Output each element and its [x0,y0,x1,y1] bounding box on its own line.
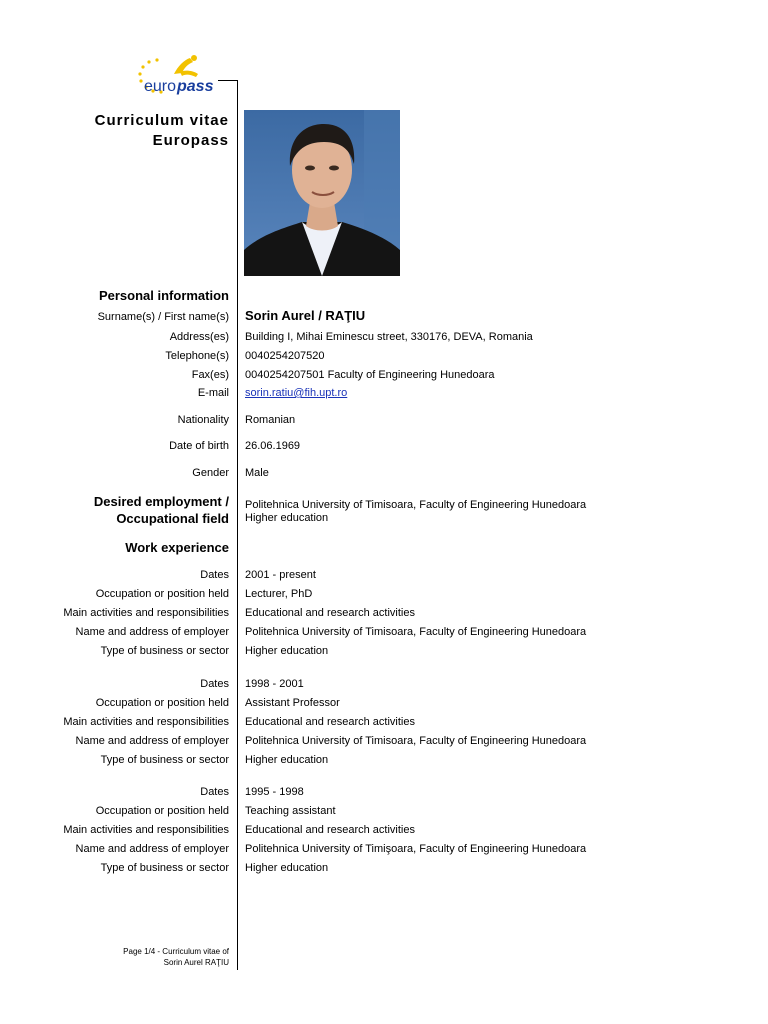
title-line-2: Europass [152,132,229,149]
telephone-value: 0040254207520 [245,350,325,362]
work-occupation-label: Occupation or position held [95,697,229,709]
work-dates-value: 2001 - present [245,569,316,581]
fax-value: 0040254207501 Faculty of Engineering Hunedoara [245,369,495,381]
section-desired-employment [94,493,229,527]
work-dates-label: Dates [200,569,229,581]
gender-label: Gender [192,467,229,479]
address-value: Building I, Mihai Eminescu street, 330176, DEVA, Romania [245,331,533,343]
work-business-value: Higher education [245,645,329,657]
work-occupation-value: Lecturer, PhD [245,588,313,600]
work-employer-label: Name and address of employer [75,626,229,638]
column-divider [237,80,238,970]
work-business-value: Higher education [245,862,329,874]
logo-text-euro: euro [144,78,177,95]
nationality-label: Nationality [177,414,229,426]
work-employer-value: Politehnica University of Timisoara, Faculty of Engineering Hunedoara [245,626,587,638]
header-rule [218,80,238,81]
surname-label: Surname(s) / First name(s) [97,311,229,323]
logo-text-pass: pass [177,78,214,95]
portrait-photo [244,110,400,276]
work-dates-label: Dates [200,786,229,798]
work-employer-label: Name and address of employer [75,735,229,747]
dob-value: 26.06.1969 [245,440,301,452]
fax-label: Fax(es) [191,369,229,381]
work-occupation-label: Occupation or position held [95,588,229,600]
desired-title-line-1: Desired employment / [93,494,229,509]
section-work-experience: Work experience [125,540,229,555]
work-business-value: Higher education [245,754,329,766]
europass-logo [132,52,232,96]
desired-title-line-2: Occupational field [116,511,229,526]
work-activities-label: Main activities and responsibilities [63,824,229,836]
address-label: Address(es) [169,331,229,343]
footer-line-2: Sorin Aurel RAŢIU [163,958,229,967]
work-activities-label: Main activities and responsibilities [63,607,229,619]
gender-value: Male [245,467,269,479]
desired-value-line-2: Higher education [245,512,329,524]
footer-line-1: Page 1/4 - Curriculum vitae of [123,947,229,956]
work-business-label: Type of business or sector [100,645,229,657]
work-activities-label: Main activities and responsibilities [63,716,229,728]
work-dates-label: Dates [200,678,229,690]
page-footer [123,946,229,968]
desired-value-line-1: Politehnica University of Timisoara, Faculty of Engineering Hunedoara [245,499,587,511]
document-title [95,111,229,151]
work-activities-value: Educational and research activities [245,824,415,836]
work-employer-value: Politehnica University of Timisoara, Faculty of Engineering Hunedoara [245,735,587,747]
work-occupation-label: Occupation or position held [95,805,229,817]
surname-value: Sorin Aurel / RAŢIU [245,308,366,323]
work-activities-value: Educational and research activities [245,716,415,728]
work-dates-value: 1998 - 2001 [245,678,304,690]
dob-label: Date of birth [169,440,229,452]
telephone-label: Telephone(s) [165,350,229,362]
work-employer-label: Name and address of employer [75,843,229,855]
email-label: E-mail [197,387,229,399]
section-personal-information: Personal information [98,288,229,303]
work-employer-value: Politehnica University of Timişoara, Faculty of Engineering Hunedoara [245,843,587,855]
nationality-value: Romanian [245,414,296,426]
work-dates-value: 1995 - 1998 [245,786,304,798]
work-occupation-value: Assistant Professor [245,697,340,709]
work-occupation-value: Teaching assistant [245,805,336,817]
email-link[interactable]: sorin.ratiu@fih.upt.ro [245,387,348,399]
work-business-label: Type of business or sector [100,754,229,766]
title-line-1: Curriculum vitae [94,112,229,129]
work-activities-value: Educational and research activities [245,607,415,619]
work-business-label: Type of business or sector [100,862,229,874]
